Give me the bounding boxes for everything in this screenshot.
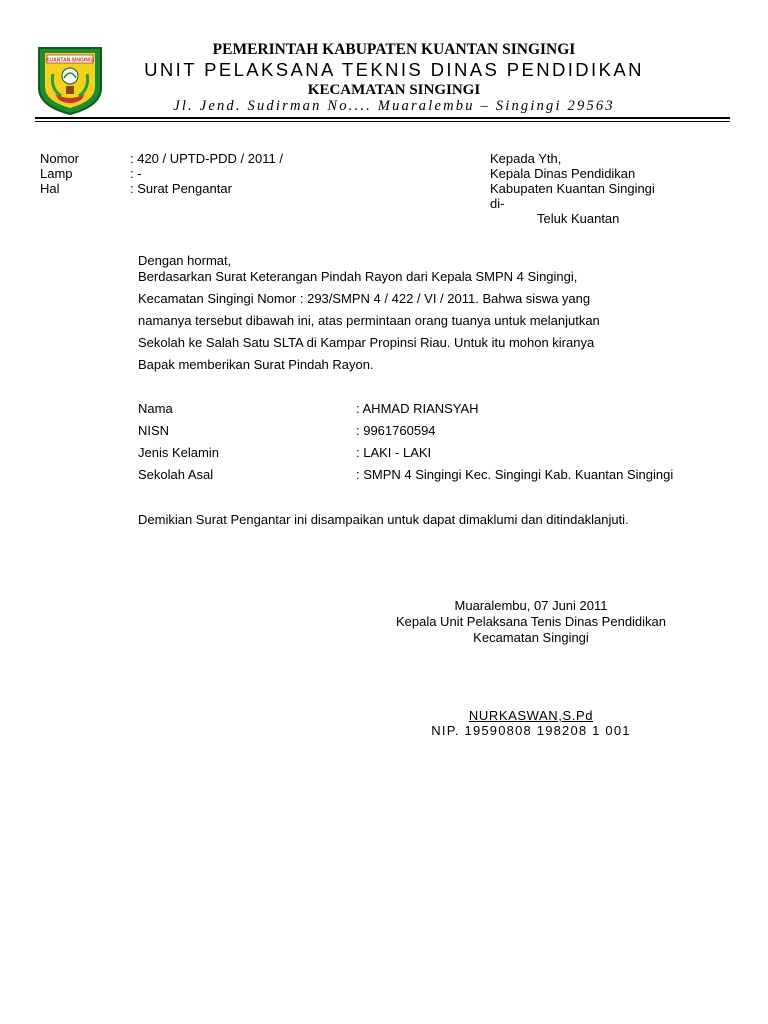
signer-nip: NIP. 19590808 198208 1 001 <box>431 723 631 738</box>
student-value-name: : AHMAD RIANSYAH <box>356 401 479 416</box>
body-line-2: Kecamatan Singingi Nomor : 293/SMPN 4 / 422 / VI / 2011. Bahwa siswa yang <box>138 291 591 306</box>
nomor-value: : 420 / UPTD-PDD / 2011 / <box>130 151 283 166</box>
unit-heading: UNIT PELAKSANA TEKNIS DINAS PENDIDIKAN <box>144 59 644 80</box>
student-value-nisn: : 9961760594 <box>356 423 436 438</box>
government-heading: PEMERINTAH KABUPATEN KUANTAN SINGINGI <box>212 41 576 58</box>
body-line-5: Bapak memberikan Surat Pindah Rayon. <box>138 357 374 372</box>
logo-text: KUANTAN SINGINGI <box>45 57 95 64</box>
signer-title-1: Kepala Unit Pelaksana Tenis Dinas Pendidikan <box>395 614 667 629</box>
body-line-1: Berdasarkan Surat Keterangan Pindah Rayon dari Kepala SMPN 4 Singingi, <box>138 269 578 284</box>
recipient-line-1: Kepada Yth, <box>490 151 562 166</box>
student-label-school: Sekolah Asal <box>138 467 214 482</box>
hal-value: : Surat Pengantar <box>130 181 232 196</box>
body-line-4: Sekolah ke Salah Satu SLTA di Kampar Propinsi Riau. Untuk itu mohon kiranya <box>138 335 595 350</box>
student-value-gender: : LAKI - LAKI <box>356 445 432 460</box>
nomor-label: Nomor <box>40 151 80 166</box>
recipient-line-3: Kabupaten Kuantan Singingi <box>490 181 655 196</box>
lamp-value: : - <box>130 166 142 181</box>
hal-label: Hal <box>40 181 60 196</box>
lamp-label: Lamp <box>40 166 73 181</box>
recipient-line-5: Teluk Kuantan <box>537 211 620 226</box>
district-heading: KECAMATAN SINGINGI <box>307 82 481 98</box>
body-line-3: namanya tersebut dibawah ini, atas permintaan orang tuanya untuk melanjutkan <box>138 313 600 328</box>
place-date: Muaralembu, 07 Juni 2011 <box>454 598 608 613</box>
recipient-line-2: Kepala Dinas Pendidikan <box>490 166 636 181</box>
student-label-gender: Jenis Kelamin <box>138 445 219 460</box>
signer-title-2: Kecamatan Singingi <box>473 630 589 645</box>
signer-name: NURKASWAN,S.Pd <box>468 708 594 723</box>
address-line: Jl. Jend. Sudirman No.... Muaralembu – Singingi 29563 <box>173 98 615 114</box>
recipient-line-4: di- <box>490 196 505 211</box>
header-rule-thick <box>35 117 730 119</box>
student-value-school: : SMPN 4 Singingi Kec. Singingi Kab. Kuantan Singingi <box>356 467 674 482</box>
header-rule-thin <box>35 121 730 122</box>
greeting: Dengan hormat, <box>138 253 232 268</box>
signer-name-wrap <box>376 708 686 723</box>
student-label-nisn: NISN <box>138 423 170 438</box>
closing-sentence: Demikian Surat Pengantar ini disampaikan untuk dapat dimaklumi dan ditindaklanjuti. <box>138 512 629 527</box>
student-label-name: Nama <box>138 401 173 416</box>
